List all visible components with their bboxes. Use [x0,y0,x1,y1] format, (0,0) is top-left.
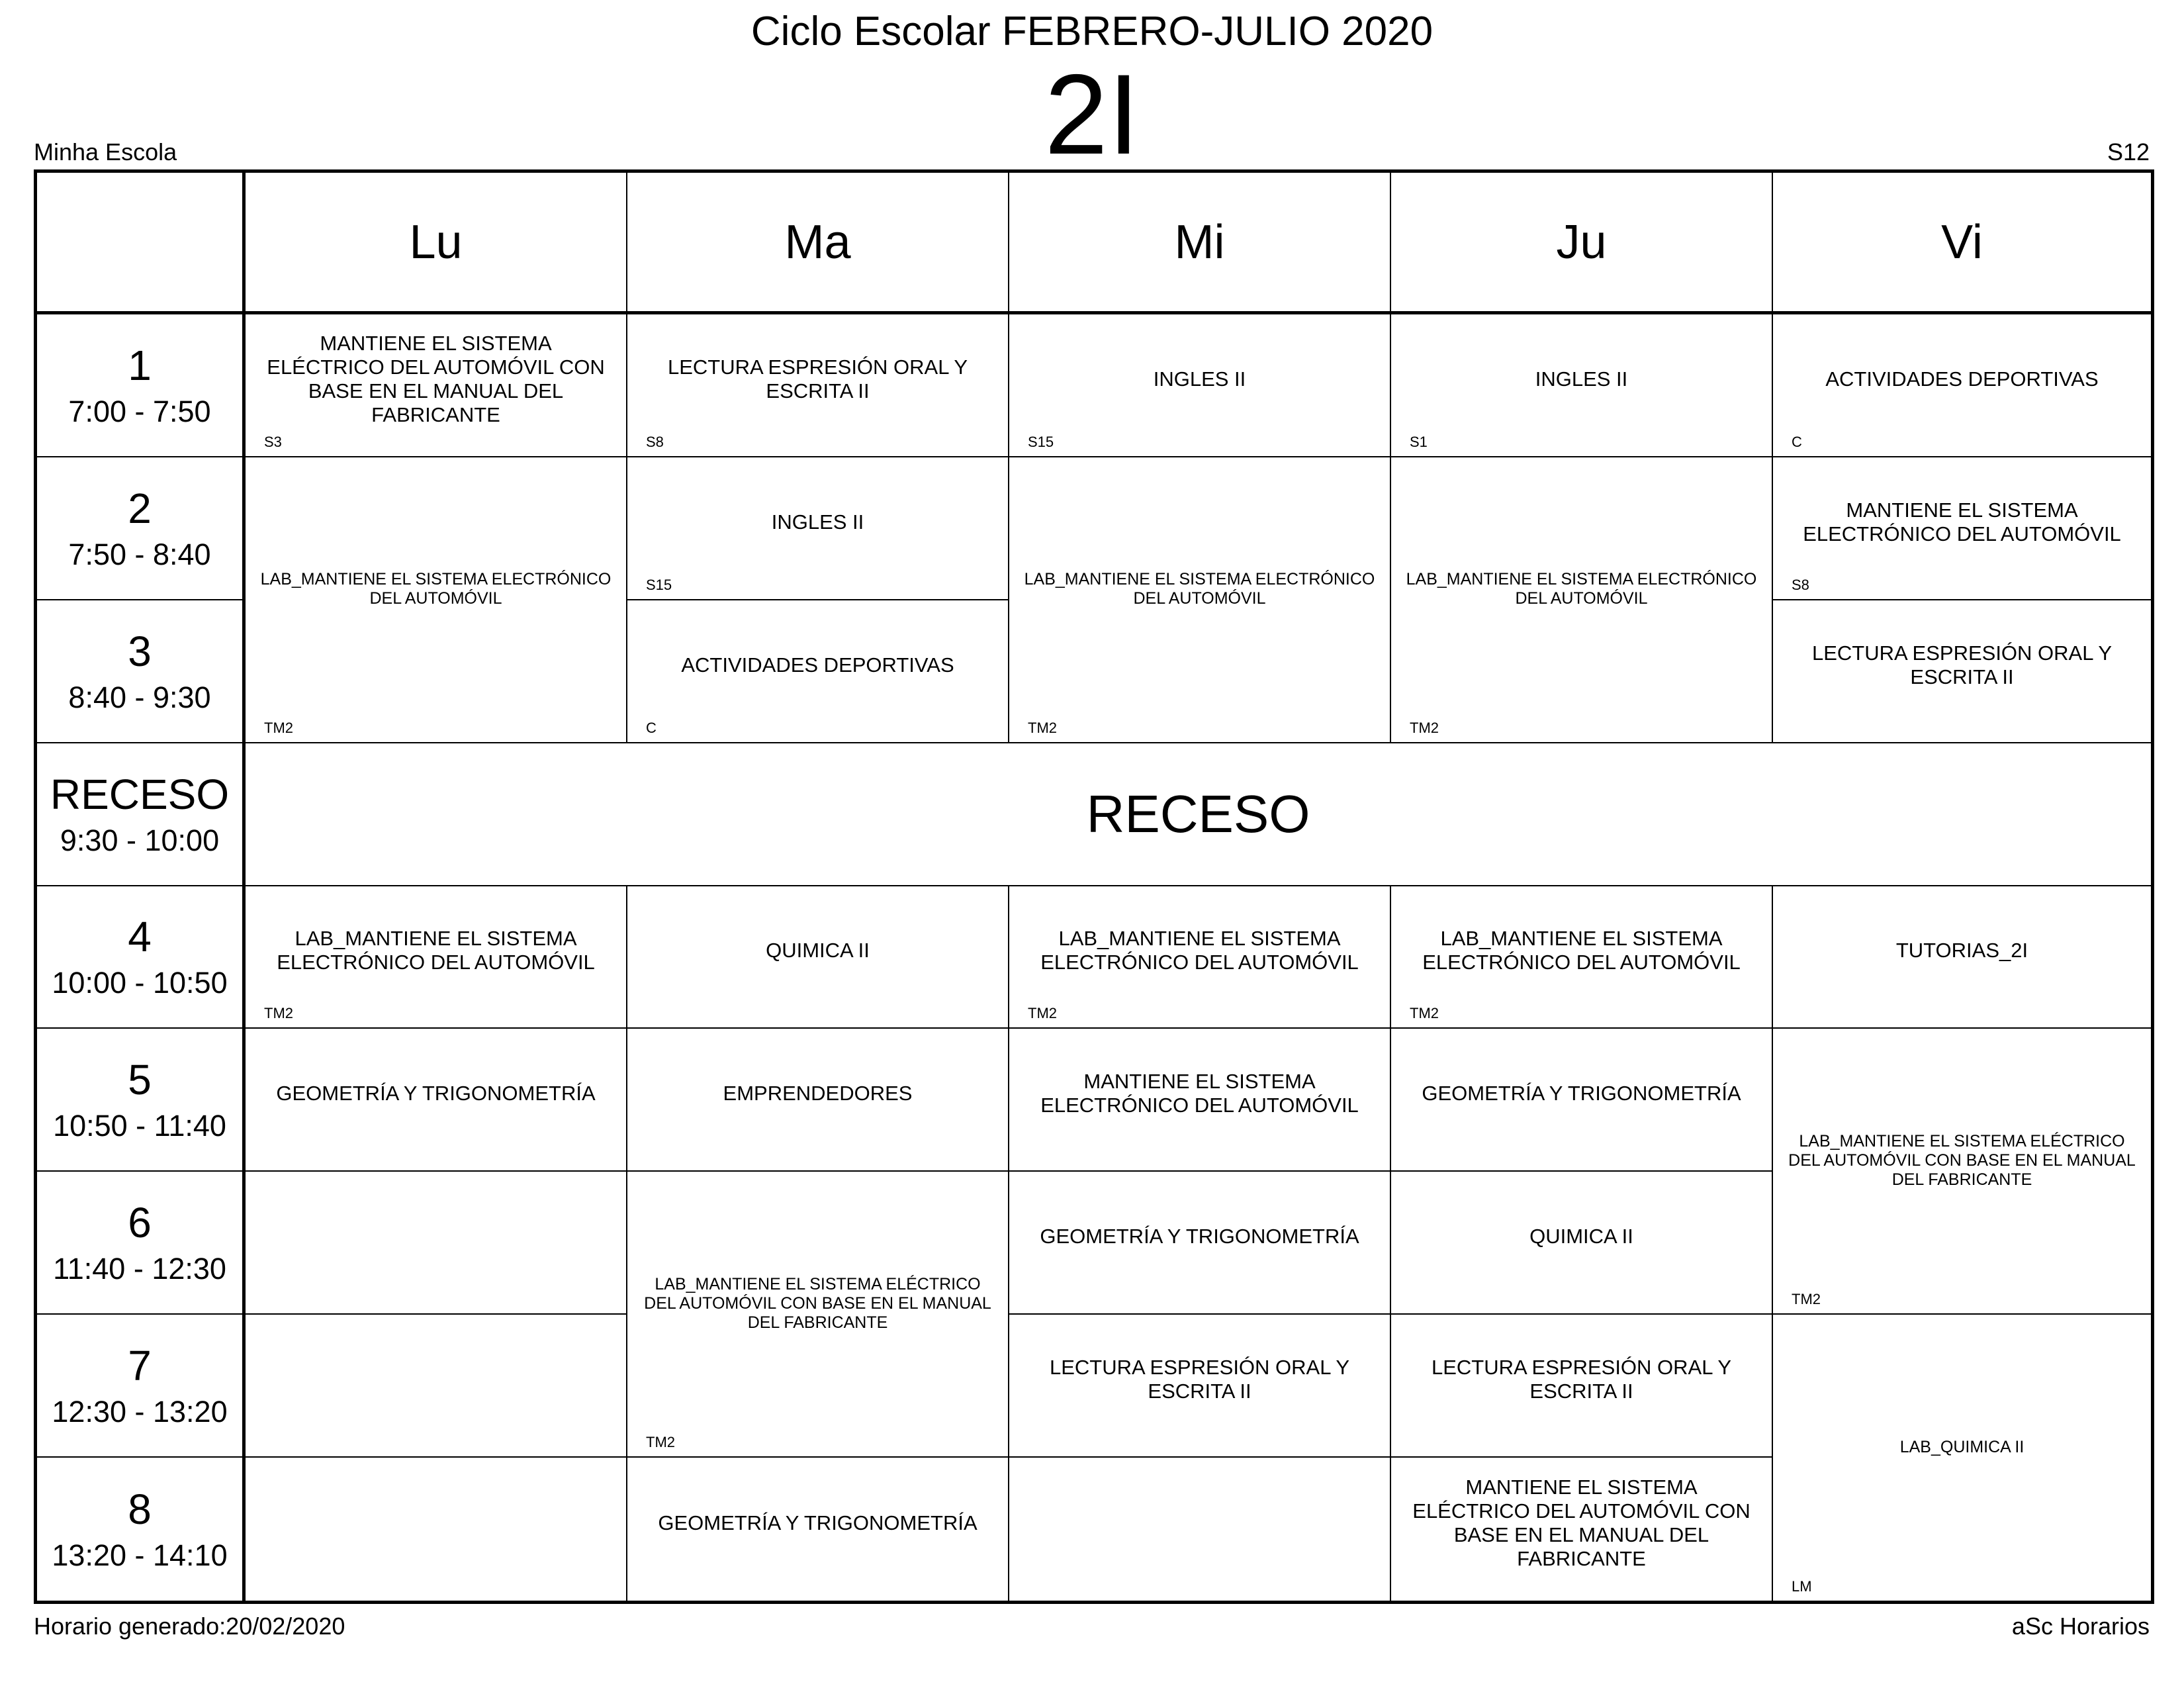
lesson-vi-4[interactable] [1773,886,2151,1029]
period-time: 8:40 - 9:30 [68,680,211,714]
lesson-subject: LAB_MANTIENE EL SISTEMA ELECTRÓNICO DEL AUTOMÓVIL [260,569,612,608]
lesson-room: TM2 [1410,1005,1439,1022]
empty-slot-lu-7 [246,1315,627,1458]
lesson-ma-3[interactable] [627,600,1009,743]
lesson-subject: QUIMICA II [766,939,870,962]
lesson-subject: LECTURA ESPRESIÓN ORAL Y ESCRITA II [667,355,968,402]
lesson-room: TM2 [1028,719,1057,736]
lesson-lu-5[interactable] [246,1029,627,1172]
lesson-ma-5[interactable] [627,1029,1009,1172]
lesson-room: TM2 [1410,719,1439,736]
school-name: Minha Escola [34,138,177,165]
empty-slot-lu-8 [246,1458,627,1601]
lesson-ju-8[interactable] [1391,1458,1773,1601]
lesson-room: S15 [646,576,672,593]
lesson-mi-5[interactable] [1009,1029,1391,1172]
lesson-room: S15 [1028,433,1054,450]
lesson-subject: LECTURA ESPRESIÓN ORAL Y ESCRITA II [1431,1356,1732,1403]
period-receso [37,743,246,886]
class-name: 2I [1044,51,1140,178]
lesson-vi-2[interactable] [1773,457,2151,600]
period-number: 4 [128,913,152,961]
lesson-room: S1 [1410,433,1428,450]
day-header-vi: Vi [1773,173,2151,314]
lesson-lu-1[interactable] [246,314,627,457]
period-number: 7 [128,1342,152,1390]
lesson-ma-6-7[interactable] [627,1172,1009,1458]
empty-slot-lu-6 [246,1172,627,1315]
period-1 [37,314,246,457]
lesson-mi-6[interactable] [1009,1172,1391,1315]
empty-slot-mi-8 [1009,1458,1391,1601]
schedule-title: Ciclo Escolar FEBRERO-JULIO 2020 [751,9,1433,54]
lesson-room: C [1792,433,1802,450]
lesson-ma-2[interactable] [627,457,1009,600]
lesson-room: S8 [1792,576,1809,593]
period-time: 11:40 - 12:30 [53,1252,226,1286]
lesson-ju-7[interactable] [1391,1315,1773,1458]
lesson-lu-4[interactable] [246,886,627,1029]
lesson-vi-3[interactable] [1773,600,2151,743]
lesson-ma-4[interactable] [627,886,1009,1029]
period-number: 1 [128,341,152,389]
lesson-room: TM2 [264,719,293,736]
lesson-room: S8 [646,433,664,450]
lesson-room: C [646,719,657,736]
lesson-lu-2-3[interactable] [246,457,627,743]
lesson-subject: MANTIENE EL SISTEMA ELECTRÓNICO DEL AUTOMÓVIL [1040,1070,1359,1117]
lesson-subject: LAB_MANTIENE EL SISTEMA ELÉCTRICO DEL AUTOMÓVIL CON BASE EN EL MANUAL DEL FABRICANTE [644,1274,991,1332]
lesson-mi-2-3[interactable] [1009,457,1391,743]
lesson-subject: LAB_MANTIENE EL SISTEMA ELECTRÓNICO DEL AUTOMÓVIL [1024,569,1375,608]
lesson-subject: ACTIVIDADES DEPORTIVAS [681,653,954,677]
lesson-subject: GEOMETRÍA Y TRIGONOMETRÍA [1040,1225,1359,1248]
lesson-subject: INGLES II [771,510,864,534]
period-time: 7:00 - 7:50 [68,394,211,428]
period-number: 6 [128,1199,152,1247]
lesson-subject: MANTIENE EL SISTEMA ELÉCTRICO DEL AUTOMÓVIL CON BASE EN EL MANUAL DEL FABRICANTE [267,331,605,426]
day-header-lu: Lu [246,173,627,314]
period-4 [37,886,246,1029]
day-header-mi: Mi [1009,173,1391,314]
lesson-subject: INGLES II [1153,367,1246,391]
generated-date: Horario generado:20/02/2020 [34,1613,345,1640]
lesson-mi-4[interactable] [1009,886,1391,1029]
corner-cell [37,173,246,314]
lesson-subject: LAB_MANTIENE EL SISTEMA ELECTRÓNICO DEL AUTOMÓVIL [277,927,595,974]
period-2 [37,457,246,600]
period-number: 3 [128,627,152,675]
period-time: 13:20 - 14:10 [52,1538,228,1573]
lesson-vi-1[interactable] [1773,314,2151,457]
period-number: 8 [128,1485,152,1534]
lesson-ju-4[interactable] [1391,886,1773,1029]
timetable [34,169,2154,1604]
lesson-subject: MANTIENE EL SISTEMA ELÉCTRICO DEL AUTOMÓVIL CON BASE EN EL MANUAL DEL FABRICANTE [1412,1476,1751,1571]
schedule-code: S12 [2107,138,2150,165]
period-8 [37,1458,246,1601]
period-number: RECESO [50,770,230,818]
receso-banner: RECESO [246,743,2151,886]
lesson-vi-5-6[interactable] [1773,1029,2151,1315]
lesson-mi-7[interactable] [1009,1315,1391,1458]
lesson-subject: LAB_MANTIENE EL SISTEMA ELÉCTRICO DEL AUTOMÓVIL CON BASE EN EL MANUAL DEL FABRICANTE [1788,1131,2136,1189]
day-header-ju: Ju [1391,173,1773,314]
lesson-ma-8[interactable] [627,1458,1009,1601]
lesson-subject: LAB_MANTIENE EL SISTEMA ELECTRÓNICO DEL AUTOMÓVIL [1406,569,1757,608]
period-3 [37,600,246,743]
lesson-ju-2-3[interactable] [1391,457,1773,743]
lesson-ju-6[interactable] [1391,1172,1773,1315]
period-time: 10:00 - 10:50 [52,966,228,1000]
lesson-ma-1[interactable] [627,314,1009,457]
lesson-subject: QUIMICA II [1529,1225,1633,1248]
lesson-mi-1[interactable] [1009,314,1391,457]
lesson-subject: GEOMETRÍA Y TRIGONOMETRÍA [1422,1082,1741,1105]
software-credit: aSc Horarios [2011,1613,2150,1640]
lesson-room: TM2 [646,1434,675,1451]
lesson-room: LM [1792,1577,1812,1595]
lesson-subject: TUTORIAS_2I [1895,939,2028,962]
lesson-room: S3 [264,433,282,450]
lesson-subject: GEOMETRÍA Y TRIGONOMETRÍA [658,1511,978,1535]
period-5 [37,1029,246,1172]
lesson-subject: INGLES II [1535,367,1628,391]
day-header-ma: Ma [627,173,1009,314]
lesson-subject: LECTURA ESPRESIÓN ORAL Y ESCRITA II [1049,1356,1350,1403]
lesson-subject: LAB_MANTIENE EL SISTEMA ELECTRÓNICO DEL AUTOMÓVIL [1040,927,1359,974]
period-time: 7:50 - 8:40 [68,537,211,571]
lesson-subject: MANTIENE EL SISTEMA ELECTRÓNICO DEL AUTOMÓVIL [1803,498,2121,545]
period-time: 9:30 - 10:00 [60,823,220,857]
lesson-subject: GEOMETRÍA Y TRIGONOMETRÍA [276,1082,596,1105]
lesson-subject: EMPRENDEDORES [723,1082,913,1105]
lesson-room: TM2 [264,1005,293,1022]
period-time: 12:30 - 13:20 [52,1395,228,1429]
timetable-grid [37,173,2151,1601]
lesson-subject: LAB_MANTIENE EL SISTEMA ELECTRÓNICO DEL AUTOMÓVIL [1422,927,1741,974]
period-time: 10:50 - 11:40 [53,1109,226,1143]
period-7 [37,1315,246,1458]
lesson-subject: ACTIVIDADES DEPORTIVAS [1825,367,2099,391]
period-6 [37,1172,246,1315]
lesson-subject: LAB_QUIMICA II [1899,1437,2025,1456]
period-number: 5 [128,1056,152,1104]
lesson-subject: LECTURA ESPRESIÓN ORAL Y ESCRITA II [1811,641,2113,688]
lesson-room: TM2 [1792,1291,1821,1308]
lesson-ju-1[interactable] [1391,314,1773,457]
lesson-room: TM2 [1028,1005,1057,1022]
lesson-ju-5[interactable] [1391,1029,1773,1172]
lesson-vi-7-8[interactable] [1773,1315,2151,1601]
period-number: 2 [128,484,152,532]
